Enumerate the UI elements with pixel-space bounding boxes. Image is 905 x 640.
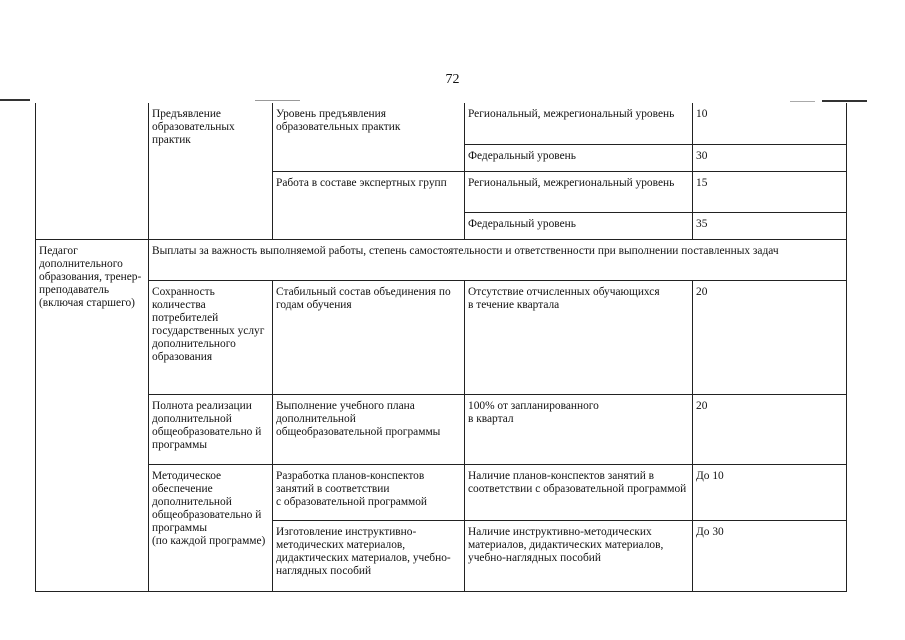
value-cell: 30	[693, 144, 847, 171]
value-cell: До 30	[693, 520, 847, 591]
criterion-cell: Разработка планов-конспектов занятий в соответствии с образовательной программой	[273, 464, 465, 520]
value-cell: 35	[693, 212, 847, 239]
criterion-cell: Уровень предъявления образовательных практик	[273, 103, 465, 171]
condition-cell: Наличие инструктивно-методических материалов, дидактических материалов, учебно-наглядных пособий	[465, 520, 693, 591]
scan-artifact-line	[255, 100, 300, 101]
condition-cell: 100% от запланированного в квартал	[465, 394, 693, 464]
section-header-cell: Выплаты за важность выполняемой работы, степень самостоятельности и ответственности при выполнении поставленных задач	[149, 239, 847, 280]
criterion-cell: Стабильный состав объединения по годам обучения	[273, 280, 465, 394]
criterion-cell: Выполнение учебного плана дополнительной общеобразовательной программы	[273, 394, 465, 464]
indicator-cell: Методическое обеспечение дополнительной общеобразовательно й программы (по каждой программе)	[149, 464, 273, 591]
condition-cell: Наличие планов-конспектов занятий в соответствии с образовательной программой	[465, 464, 693, 520]
table-row	[36, 394, 847, 464]
payments-criteria-table	[35, 103, 847, 592]
condition-cell: Федеральный уровень	[465, 212, 693, 239]
scan-artifact-line	[0, 99, 30, 101]
value-cell: 15	[693, 171, 847, 212]
condition-cell: Федеральный уровень	[465, 144, 693, 171]
value-cell: 20	[693, 280, 847, 394]
table-row	[36, 464, 847, 520]
value-cell: До 10	[693, 464, 847, 520]
scan-artifact-line	[822, 100, 867, 102]
condition-cell: Отсутствие отчисленных обучающихся в течение квартала	[465, 280, 693, 394]
condition-cell: Региональный, межрегиональный уровень	[465, 171, 693, 212]
indicator-cell: Полнота реализации дополнительной общеобразовательно й программы	[149, 394, 273, 464]
criterion-cell: Работа в составе экспертных групп	[273, 171, 465, 239]
position-cell: Педагог дополнительного образования, тренер-преподаватель (включая старшего)	[36, 239, 149, 591]
table-row	[36, 103, 847, 144]
value-cell: 20	[693, 394, 847, 464]
position-cell-continued	[36, 103, 149, 239]
indicator-cell: Предъявление образовательных практик	[149, 103, 273, 239]
scan-artifact-line	[790, 101, 815, 102]
table-row	[36, 280, 847, 394]
value-cell: 10	[693, 103, 847, 144]
indicator-cell: Сохранность количества потребителей государственных услуг дополнительного образования	[149, 280, 273, 394]
condition-cell: Региональный, межрегиональный уровень	[465, 103, 693, 144]
table-row	[36, 239, 847, 280]
page-number: 72	[445, 72, 460, 87]
criterion-cell: Изготовление инструктивно-методических материалов, дидактических материалов, учебно-наглядных пособий	[273, 520, 465, 591]
